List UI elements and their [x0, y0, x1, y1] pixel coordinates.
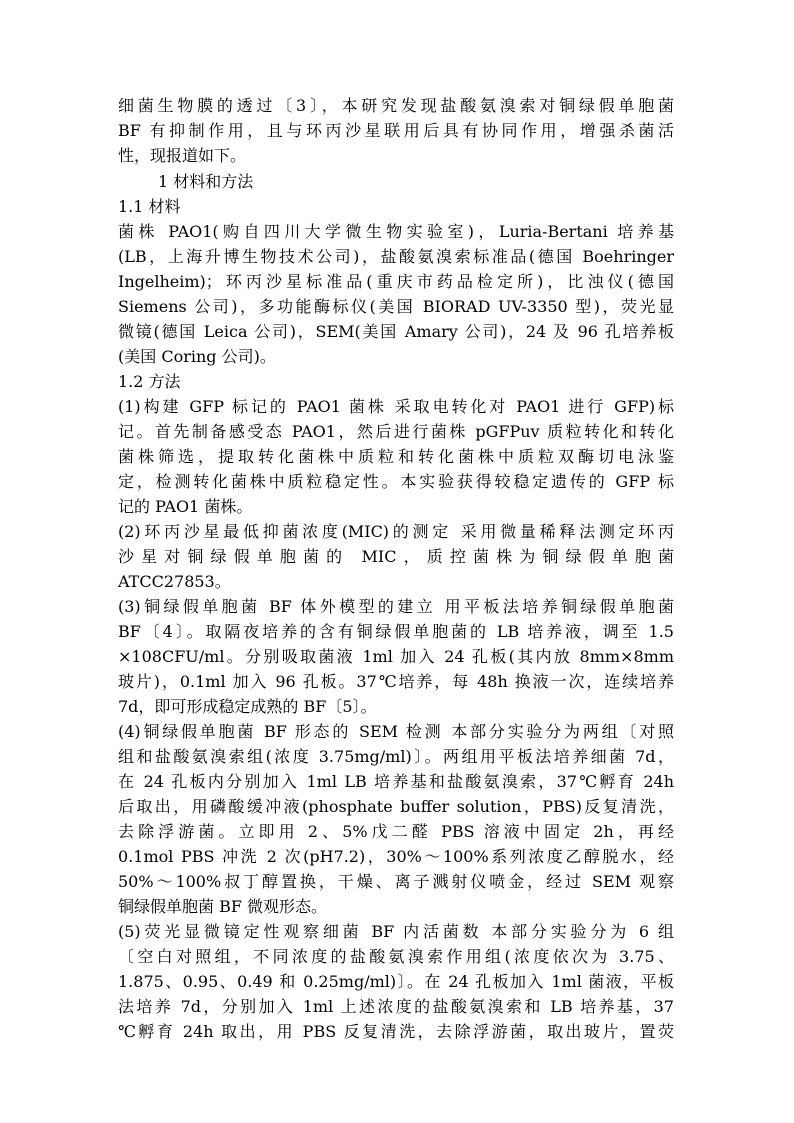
body-text-line: 细菌生物膜的透过〔3〕，本研究发现盐酸氨溴索对铜绿假单胞菌	[118, 96, 674, 115]
body-text-line: 记。首先制备感受态 PAO1，然后进行菌株 pGFPuv 质粒转化和转化	[118, 422, 674, 441]
section-heading: 1 材料和方法	[158, 172, 254, 191]
body-text-line: 〔空白对照组，不同浓度的盐酸氨溴索作用组(浓度依次为 3.75、	[118, 947, 674, 966]
body-text-line: BF〔4〕。取隔夜培养的含有铜绿假单胞菌的 LB 培养液，调至 1.5	[118, 622, 674, 641]
body-text-line: 在 24 孔板内分别加入 1ml LB 培养基和盐酸氨溴索，37℃孵育 24h	[118, 772, 674, 791]
body-text-line: 菌株筛选，提取转化菌株中质粒和转化菌株中质粒双酶切电泳鉴	[118, 447, 674, 466]
body-text-line: (2)环丙沙星最低抑菌浓度(MIC)的测定 采用微量稀释法测定环丙	[118, 522, 674, 541]
body-text-line: 玻片)，0.1ml 加入 96 孔板。37℃培养，每 48h 换液一次，连续培养	[118, 672, 674, 691]
body-text-line: 7d，即可形成稳定成熟的 BF〔5〕。	[118, 697, 377, 716]
body-text-line: (4)铜绿假单胞菌 BF 形态的 SEM 检测 本部分实验分为两组〔对照	[118, 722, 674, 741]
subsection-heading: 1.2 方法	[118, 372, 181, 391]
body-text-line: 去除浮游菌。立即用 2、5%戊二醛 PBS 溶液中固定 2h，再经	[118, 822, 674, 841]
body-text-line: 定，检测转化菌株中质粒稳定性。本实验获得较稳定遗传的 GFP 标	[118, 472, 674, 491]
body-text-line: (3)铜绿假单胞菌 BF 体外模型的建立 用平板法培养铜绿假单胞菌	[118, 597, 674, 616]
body-text-line: 后取出，用磷酸缓冲液(phosphate buffer solution，PBS)反复清洗，	[118, 797, 674, 816]
body-text-line: (美国 Coring 公司)。	[118, 347, 276, 366]
body-text-line: 微镜(德国 Leica 公司)，SEM(美国 Amary 公司)，24 及 96 孔培养板	[118, 322, 674, 341]
body-text-line: ATCC27853。	[118, 572, 231, 591]
body-text-line: 法培养 7d，分别加入 1ml 上述浓度的盐酸氨溴索和 LB 培养基，37	[118, 997, 674, 1016]
body-text-line: BF 有抑制作用，且与环丙沙星联用后具有协同作用，增强杀菌活	[118, 121, 674, 140]
body-text-line: 沙星对铜绿假单胞菌的 MIC，质控菌株为铜绿假单胞菌	[118, 547, 674, 566]
body-text-line: 记的 PAO1 菌株。	[118, 497, 253, 516]
body-text-line: Siemens 公司)，多功能酶标仪(美国 BIORAD UV-3350 型)，荧光显	[118, 297, 674, 316]
body-text-line: 铜绿假单胞菌 BF 微观形态。	[118, 897, 328, 916]
body-text-line: 1.875、0.95、0.49 和 0.25mg/ml)〕。在 24 孔板加入 1ml 菌液，平板	[118, 972, 674, 991]
body-text-line: ℃孵育 24h 取出，用 PBS 反复清洗，去除浮游菌，取出玻片，置荧	[118, 1022, 674, 1041]
body-text-line: (1)构建 GFP 标记的 PAO1 菌株 采取电转化对 PAO1 进行 GFP)标	[118, 397, 674, 416]
body-text-line: ×108CFU/ml。分别吸取菌液 1ml 加入 24 孔板(其内放 8mm×8mm	[118, 647, 674, 666]
body-text-line: 性，现报道如下。	[118, 146, 247, 165]
body-text-line: (5)荧光显微镜定性观察细菌 BF 内活菌数 本部分实验分为 6 组	[118, 922, 674, 941]
body-text-line: 50%～100%叔丁醇置换，干燥、离子溅射仪喷金，经过 SEM 观察	[118, 872, 674, 891]
subsection-heading: 1.1 材料	[118, 197, 181, 216]
body-text-line: 0.1mol PBS 冲洗 2 次(pH7.2)，30%～100%系列浓度乙醇脱水，经	[118, 847, 674, 866]
body-text-line: 菌株 PAO1(购自四川大学微生物实验室)，Luria-Bertani 培养基	[118, 222, 674, 241]
body-text-line: (LB，上海升博生物技术公司)，盐酸氨溴索标准品(德国 Boehringer	[118, 247, 674, 266]
body-text-line: Ingelheim)；环丙沙星标准品(重庆市药品检定所)，比浊仪(德国	[118, 272, 674, 291]
body-text-line: 组和盐酸氨溴索组(浓度 3.75mg/ml)〕。两组用平板法培养细菌 7d，	[118, 747, 674, 766]
